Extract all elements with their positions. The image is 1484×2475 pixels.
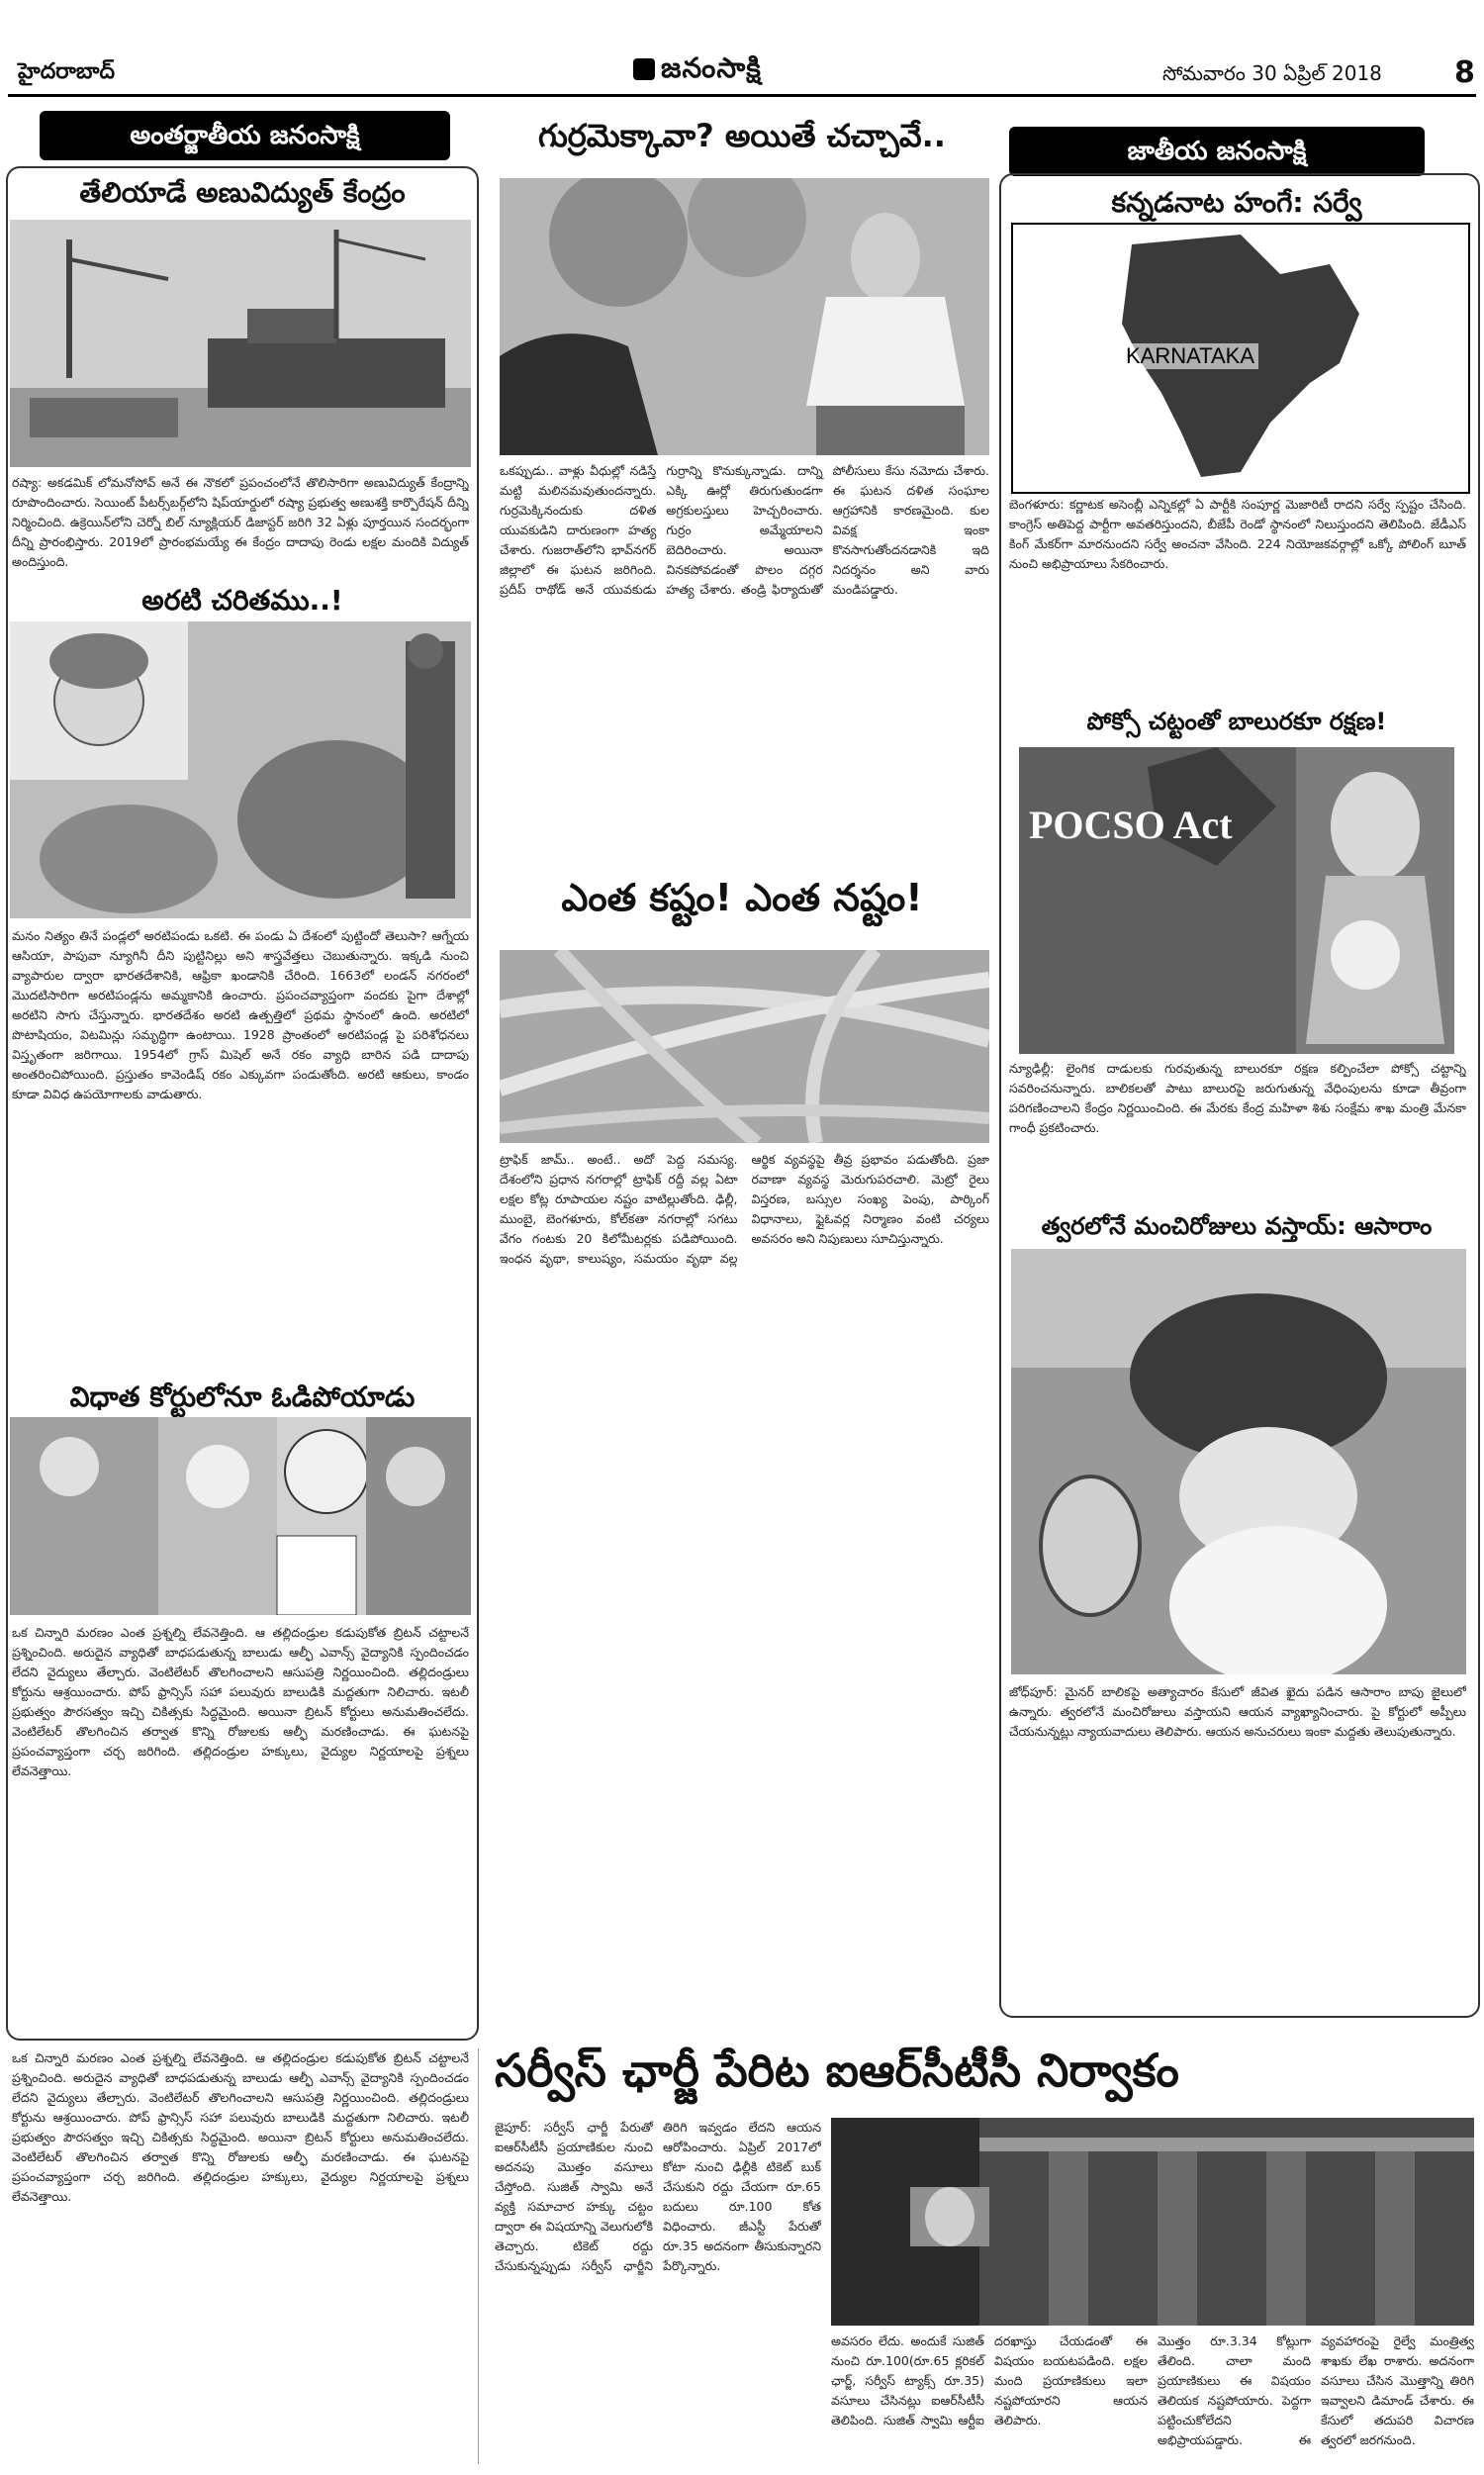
story-pocso-body: న్యూఢిల్లీ: లైంగిక దాడులకు గురవుతున్న బాలురకూ రక్షణ కల్పించేలా పోక్సో చట్టాన్ని సవరించనున్నారు. బాలికలతో పాటు బాలురపై జరుగుతున్న వేధింపులను కూడా తీవ్రంగా పరిగణించాలని కేంద్రం నిర్ణయించింది. ఈ మేరకు కేంద్ర మహిళా శిశు సంక్షేమ శాఖ మంత్రి మేనకా గాంధీ ప్రకటించారు. <box>1009 1061 1466 1135</box>
banana-photo <box>10 621 471 918</box>
story-traffic-body: ట్రాఫిక్ జామ్.. అంటే.. అదో పెద్ద సమస్య. దేశంలోని ప్రధాన నగరాల్లో ట్రాఫిక్ రద్దీ వల్ల ఏటా లక్షల కోట్ల రూపాయల నష్టం వాటిల్లుతోంది. ఢిల్లీ, ముంబై, బెంగళూరు, కోల్‌కతా నగరాల్లో సగటు వేగం గంటకు 20 కిలోమీటర్లకు పడిపోయింది. ఇంధన వృథా, కాలుష్యం, సమయం వృథా వల్ల ఆర్థిక వ్యవస్థపై తీవ్ర ప్రభావం పడుతోంది. ప్రజా రవాణా వ్యవస్థ మెరుగుపరచాలి. మెట్రో రైలు విస్తరణ, బస్సుల సంఖ్య పెంపు, పార్కింగ్ విధానాలు, ఫ్లైఓవర్ల నిర్మాణం వంటి చర్యలు అవసరం అని నిపుణులు సూచిస్తున్నారు. <box>500 1152 989 1266</box>
story-alfie-body-continued: ఒక చిన్నారి మరణం ఎంత ప్రశ్నల్ని లేవనెత్తింది. ఆ తల్లిదండ్రుల కడుపుకోత బ్రిటన్ చట్టాలనే ప్రశ్నించింది. అరుదైన వ్యాధితో బాధపడుతున్న బాలుడు ఆల్ఫీ ఎవాన్స్ వైద్యానికి స్పందించడం లేదని వైద్యులు తేల్చారు. వెంటిలేటర్ తొలగించాలని ఆసుపత్రి నిర్ణయించింది. తల్లిదండ్రులు కోర్టును ఆశ్రయించారు. పోప్ ఫ్రాన్సిస్ సహా పలువురు బాలుడికి మద్దతుగా నిలిచారు. ఇటలీ ప్రభుత్వం పౌరసత్వం ఇచ్చి చికిత్సకు సిద్ధమైంది. అయినా బ్రిటన్ కోర్టులు అనుమతించలేదు. వెంటిలేటర్ తొలగించిన తర్వాత కొన్ని రోజులకు ఆల్ఫీ మరణించాడు. ఈ ఘటనపై ప్రపంచవ్యాప్తంగా చర్చ జరిగింది. తల్లిదండ్రుల హక్కులు, వైద్యుల నిర్ణయాలపై ప్రశ్నలు లేవనెత్తాయి. <box>12 2050 469 2204</box>
story-irctc-body-2: అవసరం లేదు. అందుకే సుజిత్ నుంచి రూ.100(రూ.65 క్లరికల్ ఛార్జ్‌, సర్వీస్ ట్యాక్స్ రూ.35) వసూలు చేసినట్లు ఐఆర్‌సీటీసీ తెలిపింది. సుజిత్‌ స్వామి ఆర్టీఐ దరఖాస్తు చేయడంతో ఈ విషయం బయటపడింది. లక్షల మంది ప్రయాణికులు ఇలా నష్టపోయారని ఆయన తెలిపారు. <box>831 2333 1148 2427</box>
story-alfie-body: ఒక చిన్నారి మరణం ఎంత ప్రశ్నల్ని లేవనెత్తింది. ఆ తల్లిదండ్రుల కడుపుకోత బ్రిటన్ చట్టాలనే ప్రశ్నించింది. అరుదైన వ్యాధితో బాధపడుతున్న బాలుడు ఆల్ఫీ ఎవాన్స్ వైద్యానికి స్పందించడం లేదని వైద్యులు తేల్చారు. వెంటిలేటర్ తొలగించాలని ఆసుపత్రి నిర్ణయించింది. తల్లిదండ్రులు కోర్టును ఆశ్రయించారు. పోప్ ఫ్రాన్సిస్ సహా పలువురు బాలుడికి మద్దతుగా నిలిచారు. ఇటలీ ప్రభుత్వం పౌరసత్వం ఇచ్చి చికిత్సకు సిద్ధమైంది. అయినా బ్రిటన్ కోర్టులు అనుమతించలేదు. వెంటిలేటర్ తొలగించిన తర్వాత కొన్ని రోజులకు ఆల్ఫీ మరణించాడు. ఈ ఘటనపై ప్రపంచవ్యాప్తంగా చర్చ జరిగింది. తల్లిదండ్రుల హక్కులు, వైద్యుల నిర్ణయాలపై ప్రశ్నలు లేవనెత్తాయి. <box>12 1625 469 1778</box>
story-irctc-headline: సర్వీస్ ఛార్జీ పేరిట ఐఆర్‌సీటీసీ నిర్వాకం <box>495 2044 1179 2097</box>
masthead <box>633 51 762 91</box>
section-international: అంతర్జాతీయ జనంసాక్షి <box>40 111 450 160</box>
pocso-photo <box>1019 747 1454 1054</box>
section-national: జాతీయ జనంసాక్షి <box>1009 127 1425 176</box>
story-asaram-body: జోధ్‌పూర్: మైనర్ బాలికపై అత్యాచారం కేసులో జీవిత ఖైదు పడిన ఆసారాం బాపు జైలులో ఉన్నారు. త్వరలోనే మంచిరోజులు వస్తాయని ఆయన వ్యాఖ్యానించారు. పై కోర్టులో అప్పీలు చేయనున్నట్లు న్యాయవాదులు తెలిపారు. ఆయన అనుచరులు ఇంకా మద్దతు తెలుపుతున్నారు. <box>1009 1684 1466 1739</box>
story-traffic-headline: ఎంత కష్టం! ఎంత నష్టం! <box>561 876 923 919</box>
story-karnataka-body: బెంగళూరు: కర్ణాటక అసెంబ్లీ ఎన్నికల్లో ఏ పార్టీకి సంపూర్ణ మెజారిటీ రాదని సర్వే స్పష్టం చేసింది. కాంగ్రెస్ అతిపెద్ద పార్టీగా అవతరిస్తుందని, బీజేపీ రెండో స్థానంలో నిలుస్తుందని తెలిపింది. జేడీఎస్ కింగ్ మేకర్‌గా మారనుందని సర్వే అంచనా వేసింది. 224 నియోజకవర్గాల్లో ఒక్కో పోలింగ్ బూత్ నుంచి అభిప్రాయాలు సేకరించారు. <box>1009 497 1466 571</box>
story-irctc-body: జైపూర్: సర్వీస్ ఛార్జీ పేరుతో ఐఆర్‌సీటీసీ ప్రయాణికుల నుంచి అదనపు మొత్తం వసూలు చేస్తోంది. సుజిత్ స్వామి అనే వ్యక్తి సమాచార హక్కు చట్టం ద్వారా ఈ విషయాన్ని వెలుగులోకి తెచ్చారు. టికెట్ రద్దు చేసుకున్నప్పుడు సర్వీస్ ఛార్జీని తిరిగి ఇవ్వడం లేదని ఆయన ఆరోపించారు. ఏప్రిల్ 2017లో కోటా నుంచి ఢిల్లీకి టికెట్ బుక్ చేసుకుని రద్దు చేయగా రూ.65 బదులు రూ.100 కోత విధించారు. జీఎస్టీ పేరుతో రూ.35 అదనంగా తీసుకున్నారని పేర్కొన్నారు. <box>495 2120 821 2273</box>
karnataka-map <box>1011 223 1470 494</box>
header-rule <box>8 94 1476 97</box>
story-horse-body: ఒకప్పుడు.. వాళ్లు వీధుల్లో నడిస్తే మట్టి మలినమవుతుందన్నారు. గుర్రమెక్కినందుకు దళిత యువకుడిని దారుణంగా హత్య చేశారు. గుజరాత్‌లోని భావ్‌నగర్ జిల్లాలో ఈ ఘటన జరిగింది. ప్రదీప్ రాథోడ్ అనే యువకుడు గుర్రాన్ని కొనుక్కున్నాడు. దాన్ని ఎక్కి ఊర్లో తిరుగుతుండగా అగ్రకులస్తులు హెచ్చరించారు. గుర్రం అమ్మేయాలని బెదిరించారు. అయినా వినకపోవడంతో పొలం దగ్గర హత్య చేశారు. తండ్రి ఫిర్యాదుతో పోలీసులు కేసు నమోదు చేశారు. ఈ ఘటన దళిత సంఘాల ఆగ్రహానికి కారణమైంది. కుల వివక్ష ఇంకా కొనసాగుతోందనడానికి ఇది నిదర్శనం అని వారు మండిపడ్డారు. <box>500 463 989 597</box>
horse-photo <box>500 178 989 455</box>
story-irctc-body-3: మొత్తం రూ.3.34 కోట్లుగా తేలింది. చాలా మంది ప్రయాణికులు ఈ విషయం తెలియక నష్టపోయారు. పెద్దగా పట్టించుకోలేదని అభిప్రాయపడ్డారు. ఈ వ్యవహారంపై రైల్వే మంత్రిత్వ శాఖకు లేఖ రాశారు. అదనంగా వసూలు చేసిన మొత్తాన్ని తిరిగి ఇవ్వాలని డిమాండ్ చేశారు. ఈ కేసులో తదుపరి విచారణ త్వరలో జరగనుంది. <box>1158 2333 1474 2447</box>
map-label: KARNATAKA <box>1122 343 1258 369</box>
story-alfie-headline: విధాత కోర్టులోనూ ఓడిపోయాడు <box>69 1380 416 1413</box>
asaram-photo <box>1011 1249 1466 1674</box>
masthead-logo-icon <box>633 58 655 80</box>
story-floating-nuclear-body: రష్యా: అకడమిక్ లోమనోసోవ్ అనే ఈ నౌకలో ప్రపంచంలోనే తొలిసారిగా అణువిద్యుత్ కేంద్రాన్ని రూపొందించారు. సెయింట్ పీటర్స్‌బర్గ్‌లోని షిప్‌యార్డులో రష్యా ప్రభుత్వ అణుశక్తి కార్పొరేషన్ దీన్ని నిర్మించింది. ఉక్రెయిన్‌లోని చెర్నో బిల్ న్యూక్లియర్ డిజాస్టర్ జరిగి 32 ఏళ్లు పూర్తయిన సందర్భంగా దీన్ని ప్రారంభిస్తారు. 2019లో ప్రారంభమయ్యే ఈ కేంద్రం దాదాపు రెండు లక్షల మందికి విద్యుత్ అందిస్తుంది. <box>12 475 469 569</box>
masthead-title: జనంసాక్షి <box>661 51 762 84</box>
story-pocso-headline: పోక్సో చట్టంతో బాలురకూ రక్షణ! <box>1086 708 1387 735</box>
ship-photo <box>10 220 471 467</box>
story-karnataka-headline: కన్నడనాట హంగే: సర్వే <box>1111 186 1362 219</box>
story-banana-headline: అరటి చరితము..! <box>141 584 343 617</box>
traffic-photo <box>500 950 989 1143</box>
issue-date: సోమవారం 30 ఏప్రిల్ 2018 <box>1162 61 1382 85</box>
story-horse-headline: గుర్రమెక్కావా? అయితే చచ్చావే.. <box>538 117 946 154</box>
story-asaram-headline: త్వరలోనే మంచిరోజులు వస్తాయ్: ఆసారాం <box>1041 1212 1433 1240</box>
column-divider <box>478 2048 479 2464</box>
city-label: హైదరాబాద్ <box>18 59 115 84</box>
pocso-label: POCSO Act <box>1029 803 1233 847</box>
railway-photo <box>831 2118 1474 2326</box>
page-number: 8 <box>1454 55 1475 90</box>
alfie-photo <box>10 1417 471 1615</box>
story-banana-body: మనం నిత్యం తినే పండ్లలో అరటిపండు ఒకటి. ఈ పండు ఏ దేశంలో పుట్టిందో తెలుసా? ఆగ్నేయ ఆసియా, పాపువా న్యూగినీ దీని పుట్టినిల్లు అని శాస్త్రవేత్తలు చెబుతున్నారు. ఇక్కడి నుంచి వ్యాపారుల ద్వారా భారతదేశానికి, ఆఫ్రికా ఖండానికి చేరింది. 1663లో లండన్ నగరంలో మొదటిసారిగా అరటిపండ్లను అమ్మకానికి ఉంచారు. ప్రపంచవ్యాప్తంగా వందకు పైగా దేశాల్లో అరటిని సాగు చేస్తున్నారు. భారతదేశం అరటి ఉత్పత్తిలో ప్రథమ స్థానంలో ఉంది. అరటిలో పొటాషియం, విటమిన్లు సమృద్ధిగా ఉంటాయి. 1928 ప్రాంతంలో అరటిపండ్ల పై పరిశోధనలు విస్తృతంగా జరిగాయి. 1954లో గ్రాస్ మిషెల్ అనే రకం వ్యాధి బారిన పడి దాదాపు అంతరించిపోయింది. ప్రస్తుతం కావెండిష్ రకం ఎక్కువగా పండుతోంది. అరటి ఆకులు, కాండం కూడా వివిధ ఉపయోగాలకు వాడుతారు. <box>12 928 469 1101</box>
story-floating-nuclear-headline: తేలియాడే అణువిద్యుత్ కేంద్రం <box>79 176 406 209</box>
